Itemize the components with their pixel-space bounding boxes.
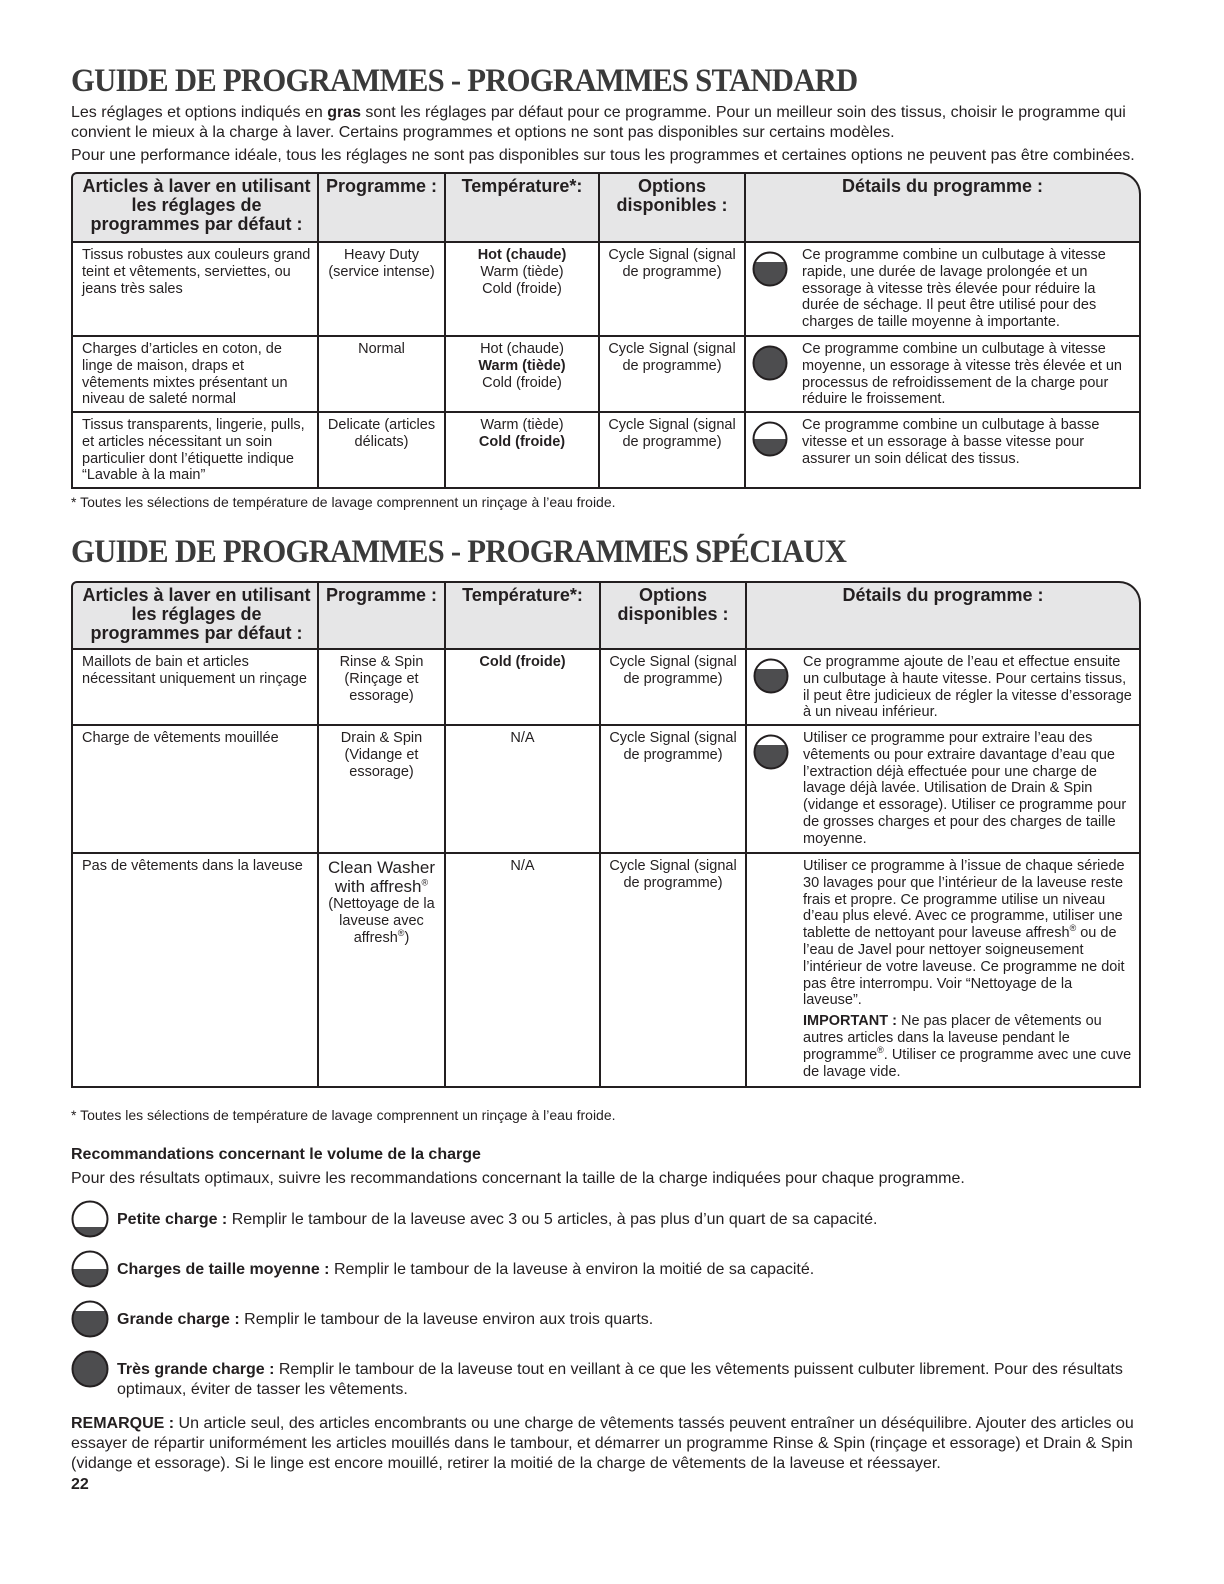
recommendations-title: Recommandations concernant le volume de la charge	[71, 1146, 481, 1163]
header-details: Détails du programme :	[745, 583, 1139, 648]
cell-details: Utiliser ce programme à l’issue de chaque sériede 30 lavages pour que l’intérieur de la laveuse reste frais et propre. Ce programme utilise un niveau d’eau plus elevé. Avec ce programme, utiliser une tablette de nettoyant pour laveuse affresh® ou de l’eau de Javel pour nettoyer soigneusement l’intérieur de votre laveuse. Ce programme ne doit pas être interrompu. Voir “Nettoyage de la laveuse”. IMPORTANT : Ne pas placer de vêtements ou autres articles dans la laveuse pendant le programme®. Utiliser ce programme avec une cuve de lavage vide.	[745, 854, 1139, 1086]
medium-load-icon	[71, 1250, 109, 1288]
cell-temperature: Cold (froide)	[444, 650, 599, 724]
cell-articles: Charges d’articles en coton, de linge de maison, draps et vêtements mixtes présentant un niveau de saleté normal	[82, 341, 288, 408]
cell-details: Ce programme ajoute de l’eau et effectue ensuite un culbutage à haute vitesse. Pour certains tissus, il peut être judicieux de régler la vitesse d’essorage à un niveau inférieur.	[745, 650, 1139, 724]
cell-programme: Heavy Duty (service intense)	[317, 243, 444, 335]
large-load-icon	[753, 734, 789, 770]
table-header	[71, 172, 1141, 241]
cell-temperature: Warm (tiède) Cold (froide)	[444, 413, 598, 487]
cell-temperature: Hot (chaude) Warm (tiède) Cold (froide)	[444, 337, 598, 411]
large-load-icon	[752, 251, 788, 287]
recommendation-medium: Charges de taille moyenne : Remplir le tambour de la laveuse à environ la moitié de sa capacité.	[71, 1250, 1141, 1288]
large-load-icon	[71, 1300, 109, 1338]
standard-title: GUIDE DE PROGRAMMES - PROGRAMMES STANDARD	[71, 63, 858, 99]
recommendations-intro: Pour des résultats optimaux, suivre les recommandations concernant la taille de la charge indiquées pour chaque programme.	[71, 1170, 965, 1187]
cell-programme: Rinse & Spin (Rinçage et essorage)	[317, 650, 444, 724]
header-programme: Programme :	[317, 583, 444, 648]
medium-load-icon	[752, 421, 788, 457]
recommendation-extra-large: Très grande charge : Remplir le tambour de la laveuse tout en veillant à ce que les vêtements puissent culbuter librement. Pour des résultats optimaux, éviter de tasser les vêtements.	[71, 1350, 1141, 1400]
cell-details: Ce programme combine un culbutage à vitesse moyenne, un essorage à vitesse très élevée et un processus de refroidissement de la charge pour réduire le froissement.	[744, 337, 1139, 411]
cell-temperature: N/A	[444, 854, 599, 1086]
intro-paragraph-1: Les réglages et options indiqués en gras sont les réglages par défaut pour ce programme. Pour un meilleur soin des tissus, choisir le programme qui convient le mieux à la charge à laver. Certains programmes et options ne sont pas disponibles sur certains modèles.	[71, 104, 1126, 141]
extra-large-load-icon	[71, 1350, 109, 1388]
cell-temperature: N/A	[444, 726, 599, 852]
table-row	[73, 335, 1139, 411]
cell-articles: Charge de vêtements mouillée	[82, 730, 279, 746]
cell-temperature: Hot (chaude) Warm (tiède) Cold (froide)	[444, 243, 598, 335]
cell-details: Utiliser ce programme pour extraire l’eau des vêtements ou pour extraire davantage d’eau que l’extraction déjà effectuée pour une charge de lavage déjà lavée. Utilisation de Drain & Spin (vidange et essorage). Utiliser ce programme pour de grosses charges et pour des charges de taille moyenne.	[745, 726, 1139, 852]
header-articles: Articles à laver en utilisant les réglages de programmes par défaut :	[82, 585, 311, 643]
header-programme: Programme :	[317, 174, 444, 241]
cell-options: Cycle Signal (signal de programme)	[599, 650, 745, 724]
table-row	[73, 411, 1139, 487]
table-row	[73, 243, 1139, 335]
header-temperature: Température*:	[444, 583, 599, 648]
table-row	[73, 724, 1139, 852]
cell-articles: Tissus robustes aux couleurs grand teint et vêtements, serviettes, ou jeans très sales	[82, 247, 311, 297]
large-load-icon	[753, 658, 789, 694]
cell-options: Cycle Signal (signal de programme)	[598, 243, 744, 335]
cell-details: Ce programme combine un culbutage à basse vitesse et un essorage à basse vitesse pour assurer un soin délicat des tissus.	[744, 413, 1139, 487]
header-articles: Articles à laver en utilisant les réglages de programmes par défaut :	[82, 176, 311, 234]
header-options: Options disponibles :	[599, 583, 745, 648]
cell-programme: Normal	[317, 337, 444, 411]
cell-options: Cycle Signal (signal de programme)	[598, 413, 744, 487]
cell-articles: Maillots de bain et articles nécessitant uniquement un rinçage	[82, 654, 307, 687]
special-table	[71, 581, 1141, 1088]
important-note: IMPORTANT : Ne pas placer de vêtements ou autres articles dans la laveuse pendant le programme®. Utiliser ce programme avec une cuve de lavage vide.	[803, 1013, 1132, 1080]
table-body	[71, 241, 1141, 489]
cell-options: Cycle Signal (signal de programme)	[599, 726, 745, 852]
cell-programme: Drain & Spin (Vidange et essorage)	[317, 726, 444, 852]
small-load-icon	[71, 1200, 109, 1238]
page-number: 22	[71, 1476, 89, 1493]
standard-table	[71, 172, 1141, 489]
header-details: Détails du programme :	[744, 174, 1139, 241]
standard-footnote: * Toutes les sélections de température de lavage comprennent un rinçage à l’eau froide.	[71, 494, 616, 510]
cell-options: Cycle Signal (signal de programme)	[599, 854, 745, 1086]
table-row	[73, 650, 1139, 724]
cell-programme: Clean Washer with affresh® (Nettoyage de la laveuse avec affresh®)	[317, 854, 444, 1086]
extra-large-load-icon	[752, 345, 788, 381]
intro-paragraph-2: Pour une performance idéale, tous les réglages ne sont pas disponibles sur tous les programmes et certaines options ne peuvent pas être combinées.	[71, 147, 1135, 164]
table-body	[71, 648, 1141, 1088]
header-options: Options disponibles :	[598, 174, 744, 241]
recommendation-small: Petite charge : Remplir le tambour de la laveuse avec 3 ou 5 articles, à pas plus d’un quart de sa capacité.	[71, 1200, 1141, 1238]
header-temperature: Température*:	[444, 174, 598, 241]
special-footnote: * Toutes les sélections de température de lavage comprennent un rinçage à l’eau froide.	[71, 1107, 616, 1123]
cell-articles: Tissus transparents, lingerie, pulls, et articles nécessitant un soin particulier dont l’étiquette indique “Lavable à la main”	[82, 417, 305, 484]
cell-options: Cycle Signal (signal de programme)	[598, 337, 744, 411]
standard-intro	[71, 103, 1141, 166]
remark-note: REMARQUE : Un article seul, des articles encombrants ou une charge de vêtements tassés peuvent entraîner un déséquilibre. Ajouter des articles ou essayer de répartir uniformément les articles mouillés dans le tambour, et démarrer un programme Rinse & Spin (rinçage et essorage) et Drain & Spin (vidange et essorage). Si le linge est encore mouillé, retirer la moitié de la charge de vêtements de la laveuse et réessayer.	[71, 1415, 1134, 1472]
cell-programme: Delicate (articles délicats)	[317, 413, 444, 487]
cell-articles: Pas de vêtements dans la laveuse	[82, 858, 303, 874]
page	[71, 62, 1141, 1494]
special-title: GUIDE DE PROGRAMMES - PROGRAMMES SPÉCIAUX	[71, 534, 847, 570]
table-row	[73, 852, 1139, 1086]
recommendation-large: Grande charge : Remplir le tambour de la laveuse environ aux trois quarts.	[71, 1300, 1141, 1338]
table-header	[71, 581, 1141, 648]
cell-details: Ce programme combine un culbutage à vitesse rapide, une durée de lavage prolongée et un essorage à vitesse très élevée pour réduire la durée de séchage. Il peut être utilisé pour des charges de taille moyenne à importante.	[744, 243, 1139, 335]
